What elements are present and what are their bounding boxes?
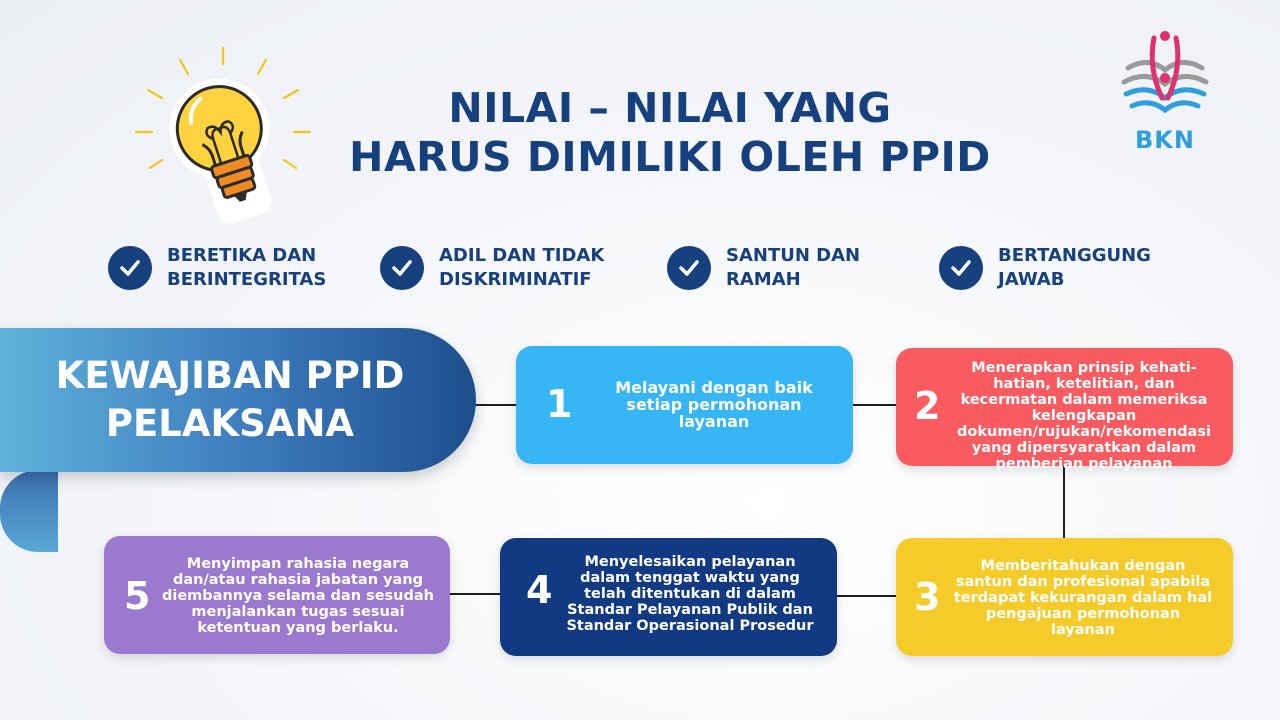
step-card-2 bbox=[896, 348, 1233, 472]
step-number: 3 bbox=[914, 575, 941, 619]
value-label: BERTANGGUNG JAWAB bbox=[998, 245, 1151, 290]
title-line-2: HARUS DIMILIKI OLEH PPID bbox=[349, 133, 991, 181]
value-label: ADIL DAN TIDAK DISKRIMINATIF bbox=[439, 245, 605, 290]
logo-text: BKN bbox=[1135, 126, 1195, 154]
title-line-1: NILAI – NILAI YANG bbox=[448, 84, 892, 132]
step-number: 4 bbox=[526, 568, 553, 612]
step-text: Memberitahukan dengan santun dan profesional apabila terdapat kekurangan dalam hal pengajuan permohonan layanan bbox=[953, 558, 1213, 638]
step-text: Menyimpan rahasia negara dan/atau rahasia jabatan yang diembannya selama dan sesudah menjalankan tugas sesuai ketentuan yang berlaku. bbox=[162, 556, 434, 636]
step-card-5 bbox=[104, 536, 450, 654]
step-card-1 bbox=[516, 346, 853, 464]
step-text: Menerapkan prinsip kehati-hatian, ketelitian, dan kecermatan dalam memeriksa kelengkapan dokumen/rujukan/rekomendasi yang dipersyaratkan dalam pemberian pelayanan bbox=[957, 360, 1211, 472]
section-banner bbox=[0, 328, 476, 472]
step-number: 1 bbox=[546, 382, 573, 426]
step-card-4 bbox=[500, 538, 837, 656]
step-text: Menyelesaikan pelayanan dalam tenggat waktu yang telah ditentukan di dalam Standar Pelayanan Publik dan Standar Operasional Prosedur bbox=[566, 554, 814, 634]
value-label: SANTUN DAN RAMAH bbox=[726, 245, 861, 290]
step-text: Melayani dengan baik setiap permohonan layanan bbox=[615, 378, 813, 431]
banner-title: KEWAJIBAN PPID PELAKSANA bbox=[55, 354, 405, 445]
value-label: BERETIKA DAN BERINTEGRITAS bbox=[167, 245, 327, 290]
step-number: 2 bbox=[914, 384, 941, 428]
step-card-3 bbox=[896, 538, 1233, 656]
step-number: 5 bbox=[124, 574, 151, 618]
